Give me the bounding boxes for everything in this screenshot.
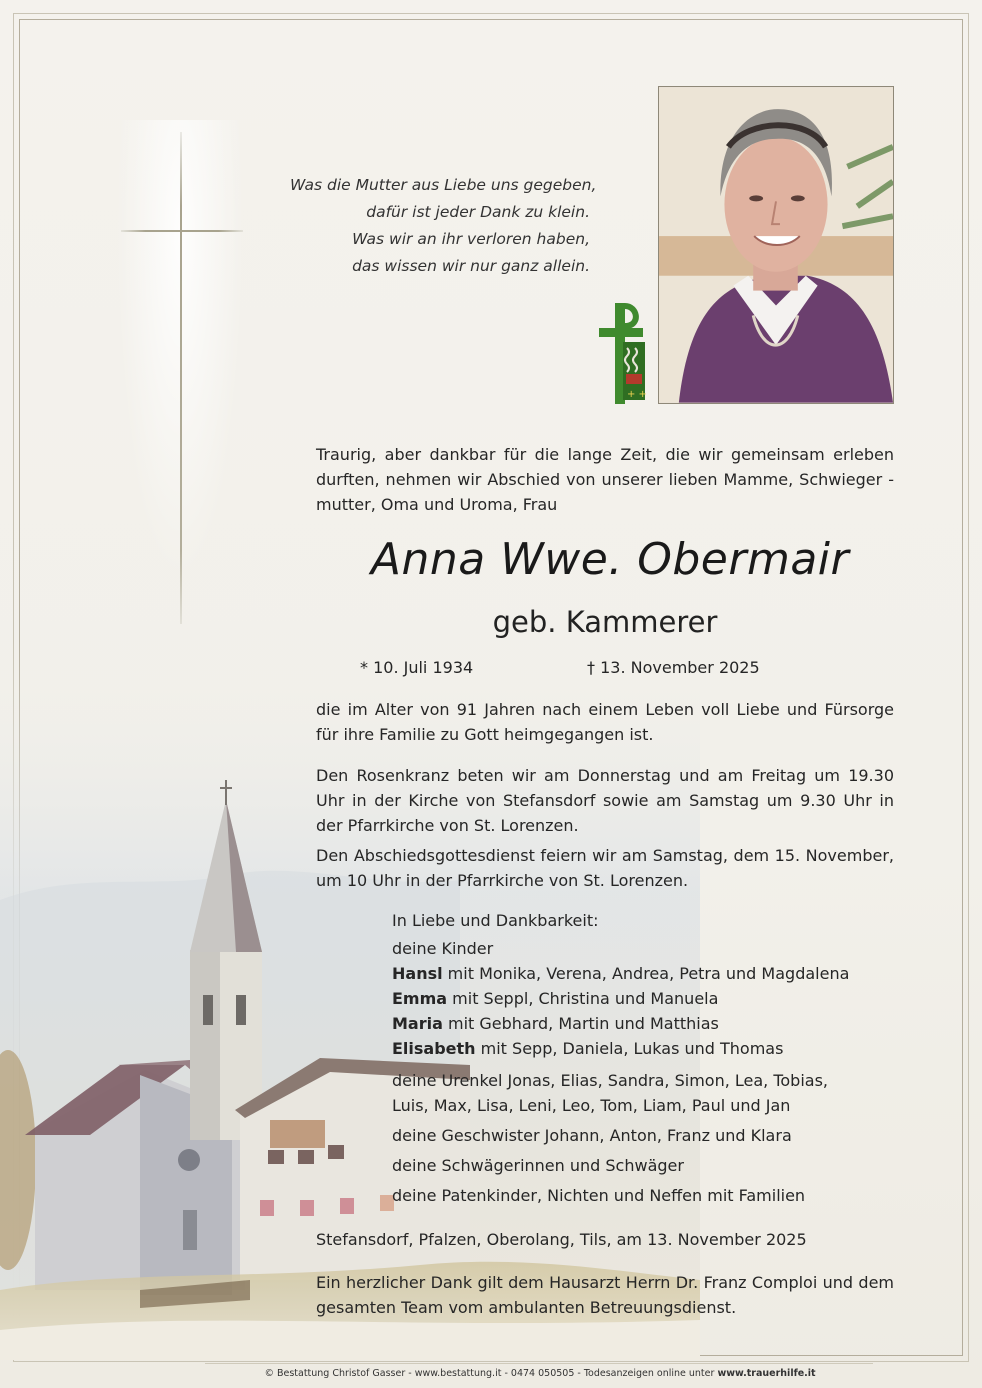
deceased-name: Anna Wwe. Obermair xyxy=(370,534,850,585)
intro-text: Traurig, aber dankbar für die lange Zeit, die wir gemeinsam erleben durften, nehmen wir Abschied von unserer lieben Mamme, Schwieger - mutter, Oma und Uroma, Frau xyxy=(316,445,894,514)
family-heading: In Liebe und Dankbarkeit: xyxy=(392,911,599,930)
child-name: Hansl xyxy=(392,964,443,983)
child-name: Emma xyxy=(392,989,448,1008)
birth-name: geb. Kammerer xyxy=(492,605,718,639)
footer-text: © Bestattung Christof Gasser - www.bestattung.it - 0474 050505 - Todesanzeigen online unter xyxy=(264,1368,718,1379)
chi-rho-icon xyxy=(597,302,647,406)
place-and-date: Stefansdorf, Pfalzen, Oberolang, Tils, am 13. November 2025 xyxy=(316,1230,807,1249)
child-family: mit Sepp, Daniela, Lukas und Thomas xyxy=(475,1039,784,1058)
footer-divider xyxy=(205,1363,873,1364)
child-family: mit Monika, Verena, Andrea, Petra und Magdalena xyxy=(442,964,850,983)
poem xyxy=(290,172,597,280)
portrait-photo xyxy=(658,86,894,404)
paragraph-age: die im Alter von 91 Jahren nach einem Leben voll Liebe und Fürsorge für ihre Familie zu Gott heimgegangen ist. xyxy=(316,700,894,744)
poem-line: Was die Mutter aus Liebe uns gegeben, xyxy=(290,176,597,194)
thanks-text: Ein herzlicher Dank gilt dem Hausarzt Herrn Dr. Franz Comploi und dem gesamten Team vom ambulanten Betreuungsdienst. xyxy=(316,1273,894,1317)
family-kinder: deine Kinder xyxy=(392,939,494,958)
child-row xyxy=(392,1039,783,1058)
poem-line: das wissen wir nur ganz allein. xyxy=(352,257,590,275)
svg-text:+ +: + + xyxy=(627,389,647,400)
child-family: mit Seppl, Christina und Manuela xyxy=(447,989,719,1008)
child-name: Maria xyxy=(392,1014,443,1033)
poem-line: dafür ist jeder Dank zu klein. xyxy=(366,203,590,221)
paragraph-rosary: Den Rosenkranz beten wir am Donnerstag und am Freitag um 19.30 Uhr in der Kirche von Stefansdorf sowie am Samstag um 9.30 Uhr in der Pfarrkirche von St. Lorenzen. xyxy=(316,766,894,835)
family-urenkel: deine Urenkel Jonas, Elias, Sandra, Simon, Lea, Tobias, xyxy=(392,1071,829,1090)
birth-date: * 10. Juli 1934 xyxy=(360,658,474,677)
family-schwaeger: deine Schwägerinnen und Schwäger xyxy=(392,1156,684,1175)
death-date: † 13. November 2025 xyxy=(587,658,760,677)
poem-line: Was wir an ihr verloren haben, xyxy=(352,230,590,248)
child-name: Elisabeth xyxy=(392,1039,476,1058)
child-family: mit Gebhard, Martin und Matthias xyxy=(442,1014,719,1033)
family-paten: deine Patenkinder, Nichten und Neffen mit Familien xyxy=(392,1186,806,1205)
family-geschwister: deine Geschwister Johann, Anton, Franz und Klara xyxy=(392,1126,792,1145)
child-row xyxy=(392,964,849,983)
child-row xyxy=(392,1014,719,1033)
footer-link[interactable]: www.trauerhilfe.it xyxy=(717,1368,816,1379)
paragraph-funeral-mass: Den Abschiedsgottesdienst feiern wir am Samstag, dem 15. November, um 10 Uhr in der Pfarrkirche von St. Lorenzen. xyxy=(316,846,894,890)
footer xyxy=(210,1368,870,1379)
family-urenkel-cont: Luis, Max, Lisa, Leni, Leo, Tom, Liam, Paul und Jan xyxy=(392,1096,791,1115)
child-row xyxy=(392,989,718,1008)
